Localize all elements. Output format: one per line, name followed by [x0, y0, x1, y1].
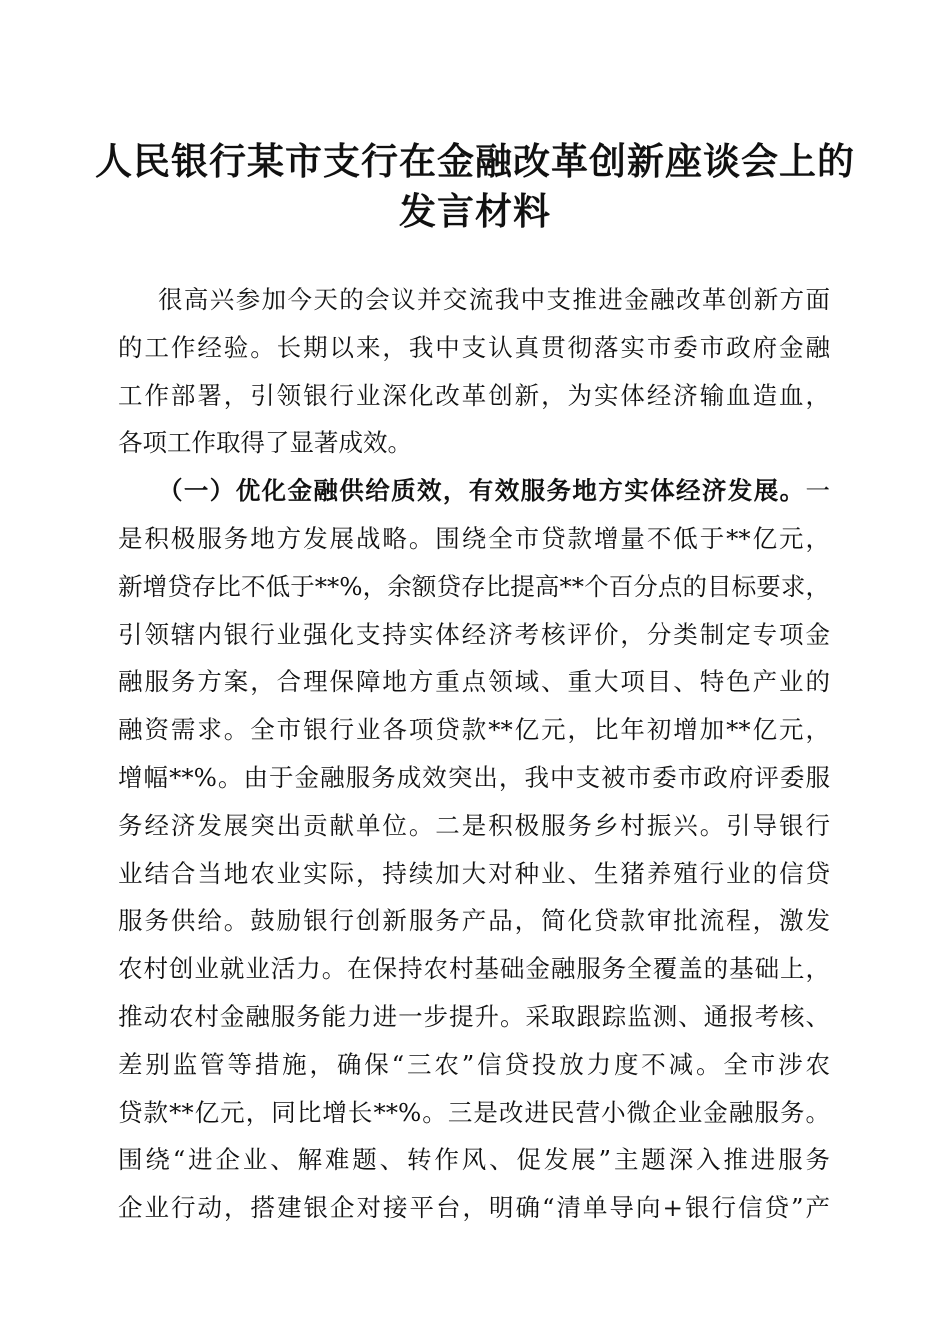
- paragraph2-line-15: 围绕“进企业、解难题、转作风、促发展”主题深入推进服务: [118, 1145, 830, 1175]
- paragraph2-line-1: [118, 467, 830, 515]
- paragraph2-line-16: 企业行动，搭建银企对接平台，明确“清单导向+银行信贷”产: [118, 1193, 830, 1223]
- paragraph1-line-2: 的工作经验。长期以来，我中支认真贯彻落实市委市政府金融: [118, 332, 830, 362]
- title-line-2: 发言材料: [399, 189, 551, 233]
- paragraph2-line-12: 推动农村金融服务能力进一步提升。采取跟踪监测、通报考核、: [118, 1001, 830, 1031]
- paragraph2-line-13: 差别监管等措施，确保“三农”信贷投放力度不减。全市涉农: [118, 1049, 830, 1079]
- paragraph2-line-4: 引领辖内银行业强化支持实体经济考核评价，分类制定专项金: [118, 619, 830, 649]
- paragraph2-line-6: 融资需求。全市银行业各项贷款**亿元，比年初增加**亿元，: [118, 715, 830, 745]
- paragraph2-line-9: 业结合当地农业实际，持续加大对种业、生猪养殖行业的信贷: [118, 858, 830, 888]
- section-heading: （一）优化金融供给质效，有效服务地方实体经济发展。: [158, 476, 806, 506]
- paragraph2-line-11: 农村创业就业活力。在保持农村基础金融服务全覆盖的基础上，: [118, 954, 830, 984]
- document-title: [80, 136, 870, 236]
- paragraph2-line-5: 融服务方案，合理保障地方重点领域、重大项目、特色产业的: [118, 667, 830, 697]
- paragraph2-line-8: 务经济发展突出贡献单位。二是积极服务乡村振兴。引导银行: [118, 810, 830, 840]
- document-body: [118, 276, 830, 1232]
- paragraph2-line-14: 贷款**亿元，同比增长**%。三是改进民营小微企业金融服务。: [118, 1097, 830, 1127]
- title-line-1: 人民银行某市支行在金融改革创新座谈会上的: [95, 139, 855, 183]
- paragraph2-line-3: 新增贷存比不低于**%，余额贷存比提高**个百分点的目标要求，: [118, 571, 830, 601]
- paragraph1-line-1: 很高兴参加今天的会议并交流我中支推进金融改革创新方面: [158, 285, 830, 314]
- paragraph1-line-4: 各项工作取得了显著成效。: [118, 428, 412, 458]
- paragraph2-line-7: 增幅**%。由于金融服务成效突出，我中支被市委市政府评委服: [118, 762, 830, 792]
- paragraph2-line-10: 服务供给。鼓励银行创新服务产品，简化贷款审批流程，激发: [118, 906, 830, 936]
- paragraph1-line-3: 工作部署，引领银行业深化改革创新，为实体经济输血造血，: [118, 380, 830, 410]
- paragraph2-line-1-rest: 一: [805, 476, 830, 506]
- paragraph2-line-2: 是积极服务地方发展战略。围绕全市贷款增量不低于**亿元，: [118, 523, 830, 553]
